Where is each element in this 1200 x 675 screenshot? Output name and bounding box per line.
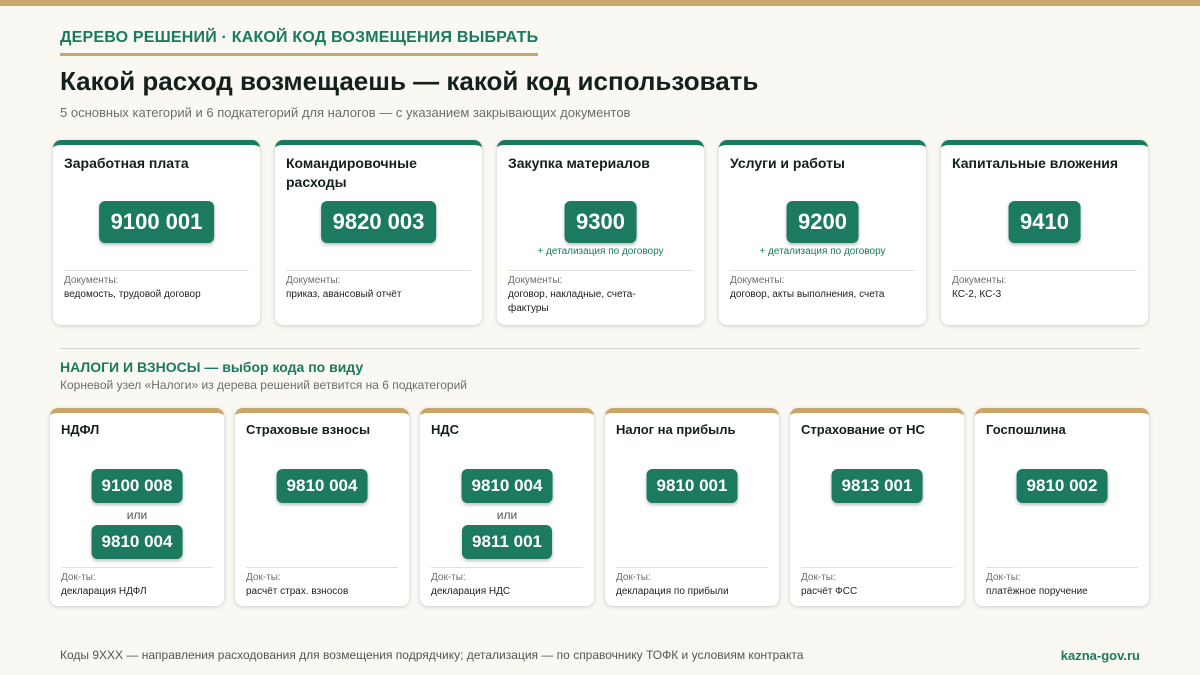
divider [64, 270, 249, 271]
divider [61, 567, 213, 568]
documents-text: приказ, авансовый отчёт [286, 289, 402, 300]
or-label: или [496, 508, 518, 522]
divider [730, 270, 915, 271]
category-title: Услуги и работы [730, 155, 845, 171]
documents-label: Документы: [952, 275, 1007, 286]
category-title: Закупка материалов [508, 155, 650, 171]
documents-text: договор, акты выполнения, счета [730, 289, 885, 300]
category-title: Капитальные вложения [952, 155, 1119, 171]
documents-label: Док-ты: [431, 572, 466, 583]
tax-title: Налог на прибыль [616, 422, 736, 437]
code-badge: 9813 001 [832, 469, 923, 503]
footer-note: Коды 9XXX — направления расходования для возмещения подрядчику; детализация — по справочнику ТОФК и условиям контракта [60, 648, 804, 662]
code-badge: 9820 003 [321, 201, 437, 243]
documents-label: Документы: [286, 275, 341, 286]
documents-text: расчёт ФСС [801, 586, 858, 597]
taxes-heading: НАЛОГИ И ВЗНОСЫ — выбор кода по виду [60, 359, 364, 375]
tax-title: Страховые взносы [246, 422, 371, 437]
category-title: Заработная плата [64, 155, 189, 171]
code-badge: 9410 [1008, 201, 1081, 243]
tax-card-state-duty [975, 408, 1149, 606]
category-card-capital [941, 140, 1148, 325]
code-badge-alt: 9811 001 [462, 525, 552, 559]
detail-note: + детализация по договору [759, 246, 886, 257]
eyebrow-label: ДЕРЕВО РЕШЕНИЙ · КАКОЙ КОД ВОЗМЕЩЕНИЯ ВЫБРАТЬ [60, 29, 538, 56]
documents-label: Док-ты: [61, 572, 96, 583]
code-badge: 9100 008 [92, 469, 183, 503]
tax-card-insurance-contributions [235, 408, 409, 606]
documents-text: ведомость, трудовой договор [64, 289, 201, 300]
documents-text: платёжное поручение [986, 586, 1088, 597]
tax-card-ndfl [50, 408, 224, 606]
category-title: Командировочные расходы [286, 155, 417, 190]
documents-text: расчёт страх. взносов [246, 586, 349, 597]
footer-site-link[interactable]: kazna-gov.ru [1060, 648, 1140, 663]
code-badge: 9810 001 [647, 469, 738, 503]
documents-label: Док-ты: [801, 572, 836, 583]
detail-note: + детализация по договору [537, 246, 664, 257]
page-title: Какой расход возмещаешь — какой код использовать [60, 66, 759, 96]
documents-text: КС-2, КС-3 [952, 289, 1002, 300]
tax-title: НДФЛ [61, 422, 100, 437]
divider [952, 270, 1137, 271]
documents-text: декларация НДФЛ [61, 586, 147, 597]
tax-card-vat [420, 408, 594, 606]
category-card-materials [497, 140, 704, 325]
divider [246, 567, 398, 568]
tax-title: Госпошлина [986, 422, 1066, 437]
divider [431, 567, 583, 568]
category-card-salary [53, 140, 260, 325]
or-label: или [126, 508, 148, 522]
top-accent-stripe [0, 0, 1200, 6]
code-badge: 9810 004 [277, 469, 368, 503]
divider [286, 270, 471, 271]
documents-label: Док-ты: [246, 572, 281, 583]
tax-title: НДС [431, 422, 460, 437]
documents-label: Док-ты: [616, 572, 651, 583]
code-badge: 9200 [786, 201, 859, 243]
tax-title: Страхование от НС [801, 422, 925, 437]
page-subtitle: 5 основных категорий и 6 подкатегорий для налогов — с указанием закрывающих документов [60, 105, 631, 120]
documents-text: декларация НДС [431, 586, 511, 597]
code-badge: 9810 002 [1017, 469, 1108, 503]
code-badge: 9810 004 [462, 469, 553, 503]
code-badge-alt: 9810 004 [92, 525, 183, 559]
documents-text: декларация по прибыли [616, 586, 729, 597]
category-card-travel [275, 140, 482, 325]
tax-card-accident-insurance [790, 408, 964, 606]
documents-text: договор, накладные, счета-фактуры [508, 289, 636, 314]
documents-label: Документы: [508, 275, 563, 286]
documents-label: Документы: [64, 275, 119, 286]
section-divider [60, 348, 1140, 349]
category-card-services [719, 140, 926, 325]
divider [801, 567, 953, 568]
divider [508, 270, 693, 271]
documents-label: Документы: [730, 275, 785, 286]
divider [986, 567, 1138, 568]
tax-card-profit-tax [605, 408, 779, 606]
taxes-subheading: Корневой узел «Налоги» из дерева решений ветвится на 6 подкатегорий [60, 378, 467, 392]
documents-label: Док-ты: [986, 572, 1021, 583]
code-badge: 9300 [564, 201, 637, 243]
code-badge: 9100 001 [99, 201, 215, 243]
divider [616, 567, 768, 568]
